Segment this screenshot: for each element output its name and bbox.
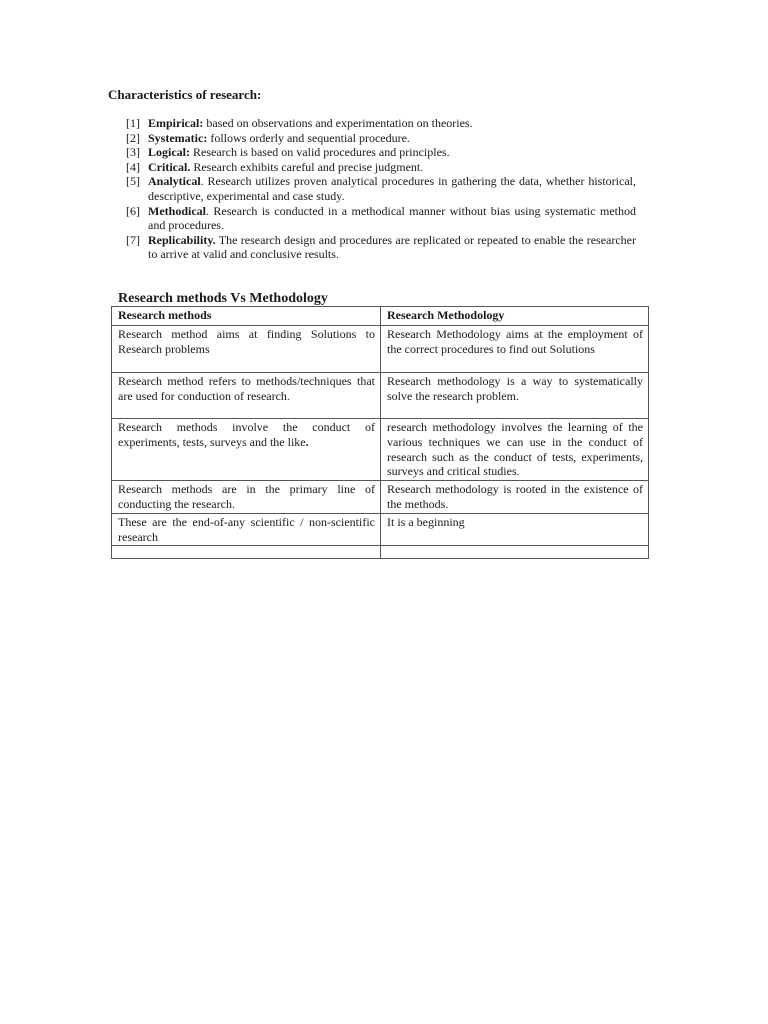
item-term: Systematic: bbox=[148, 130, 208, 145]
characteristic-item bbox=[126, 174, 636, 203]
methods-cell: Research method refers to methods/techniques that are used for conduction of research. bbox=[112, 373, 381, 419]
table-row bbox=[112, 326, 649, 373]
item-number: [4] bbox=[126, 159, 140, 174]
item-body bbox=[148, 160, 636, 175]
item-text: Research exhibits careful and precise judgment. bbox=[190, 159, 424, 174]
item-term: Empirical: bbox=[148, 116, 204, 130]
item-body bbox=[148, 233, 636, 262]
methods-cell: Research method aims at finding Solutions to Research problems bbox=[112, 326, 381, 373]
table-row bbox=[112, 373, 649, 419]
characteristic-item bbox=[126, 145, 636, 160]
item-body bbox=[148, 204, 636, 233]
methods-cell: These are the end-of-any scientific / non-scientific research bbox=[112, 513, 381, 546]
methods-cell bbox=[112, 419, 381, 481]
methods-cell bbox=[112, 546, 381, 559]
item-number: [5] bbox=[126, 174, 140, 189]
characteristic-item bbox=[126, 116, 636, 131]
methodology-cell: Research methodology is rooted in the existence of the methods. bbox=[381, 481, 649, 514]
characteristic-item bbox=[126, 131, 636, 146]
item-term: Critical. bbox=[148, 159, 191, 174]
trailing-period: . bbox=[305, 434, 309, 449]
header-research-methods: Research methods bbox=[112, 307, 381, 326]
table-row-empty bbox=[112, 546, 649, 559]
item-term: Methodical bbox=[148, 203, 206, 218]
item-body bbox=[148, 116, 636, 131]
characteristics-heading: Characteristics of research: bbox=[108, 87, 262, 102]
table-row bbox=[112, 513, 649, 546]
item-text: . Research is conducted in a methodical manner without bias using systematic method and procedures. bbox=[148, 203, 636, 233]
item-number: [7] bbox=[126, 232, 140, 247]
item-text: Research is based on valid procedures and principles. bbox=[190, 145, 450, 160]
table-header-row bbox=[112, 307, 649, 326]
comparison-table bbox=[111, 306, 649, 559]
item-body bbox=[148, 145, 636, 160]
characteristic-item bbox=[126, 160, 636, 175]
characteristic-item bbox=[126, 233, 636, 262]
methodology-cell: research methodology involves the learning of the various techniques we can use in the conduct of research such as the conduct of tests, experiments, surveys and critical studies. bbox=[381, 419, 649, 481]
item-term: Replicability. bbox=[148, 232, 216, 247]
characteristics-list bbox=[126, 116, 636, 262]
table-row bbox=[112, 419, 649, 481]
methodology-cell bbox=[381, 546, 649, 559]
item-text: The research design and procedures are replicated or repeated to enable the researcher to arrive at valid and conclusive results. bbox=[148, 232, 636, 262]
item-body bbox=[148, 131, 636, 146]
item-number: [3] bbox=[126, 145, 140, 160]
comparison-table-title: Research methods Vs Methodology bbox=[118, 291, 328, 306]
methodology-cell: Research methodology is a way to systematically solve the research problem. bbox=[381, 373, 649, 419]
methods-cell: Research methods are in the primary line of conducting the research. bbox=[112, 481, 381, 514]
item-term: Logical: bbox=[148, 145, 190, 160]
methodology-cell: It is a beginning bbox=[381, 513, 649, 546]
header-research-methodology: Research Methodology bbox=[381, 307, 649, 326]
methods-cell-text: Research methods involve the conduct of experiments, tests, surveys and the like bbox=[118, 420, 375, 449]
methodology-cell: Research Methodology aims at the employment of the correct procedures to find out Solutions bbox=[381, 326, 649, 373]
item-body bbox=[148, 174, 636, 203]
item-text: follows orderly and sequential procedure. bbox=[207, 130, 410, 145]
item-text: based on observations and experimentation on theories. bbox=[203, 116, 473, 130]
item-number: [6] bbox=[126, 203, 140, 218]
item-term: Analytical bbox=[148, 174, 201, 189]
item-number: [1] bbox=[126, 116, 140, 130]
characteristic-item bbox=[126, 204, 636, 233]
item-number: [2] bbox=[126, 130, 140, 145]
table-row bbox=[112, 481, 649, 514]
item-text: . Research utilizes proven analytical procedures in gathering the data, whether historical, descriptive, experimental and case study. bbox=[148, 174, 636, 203]
